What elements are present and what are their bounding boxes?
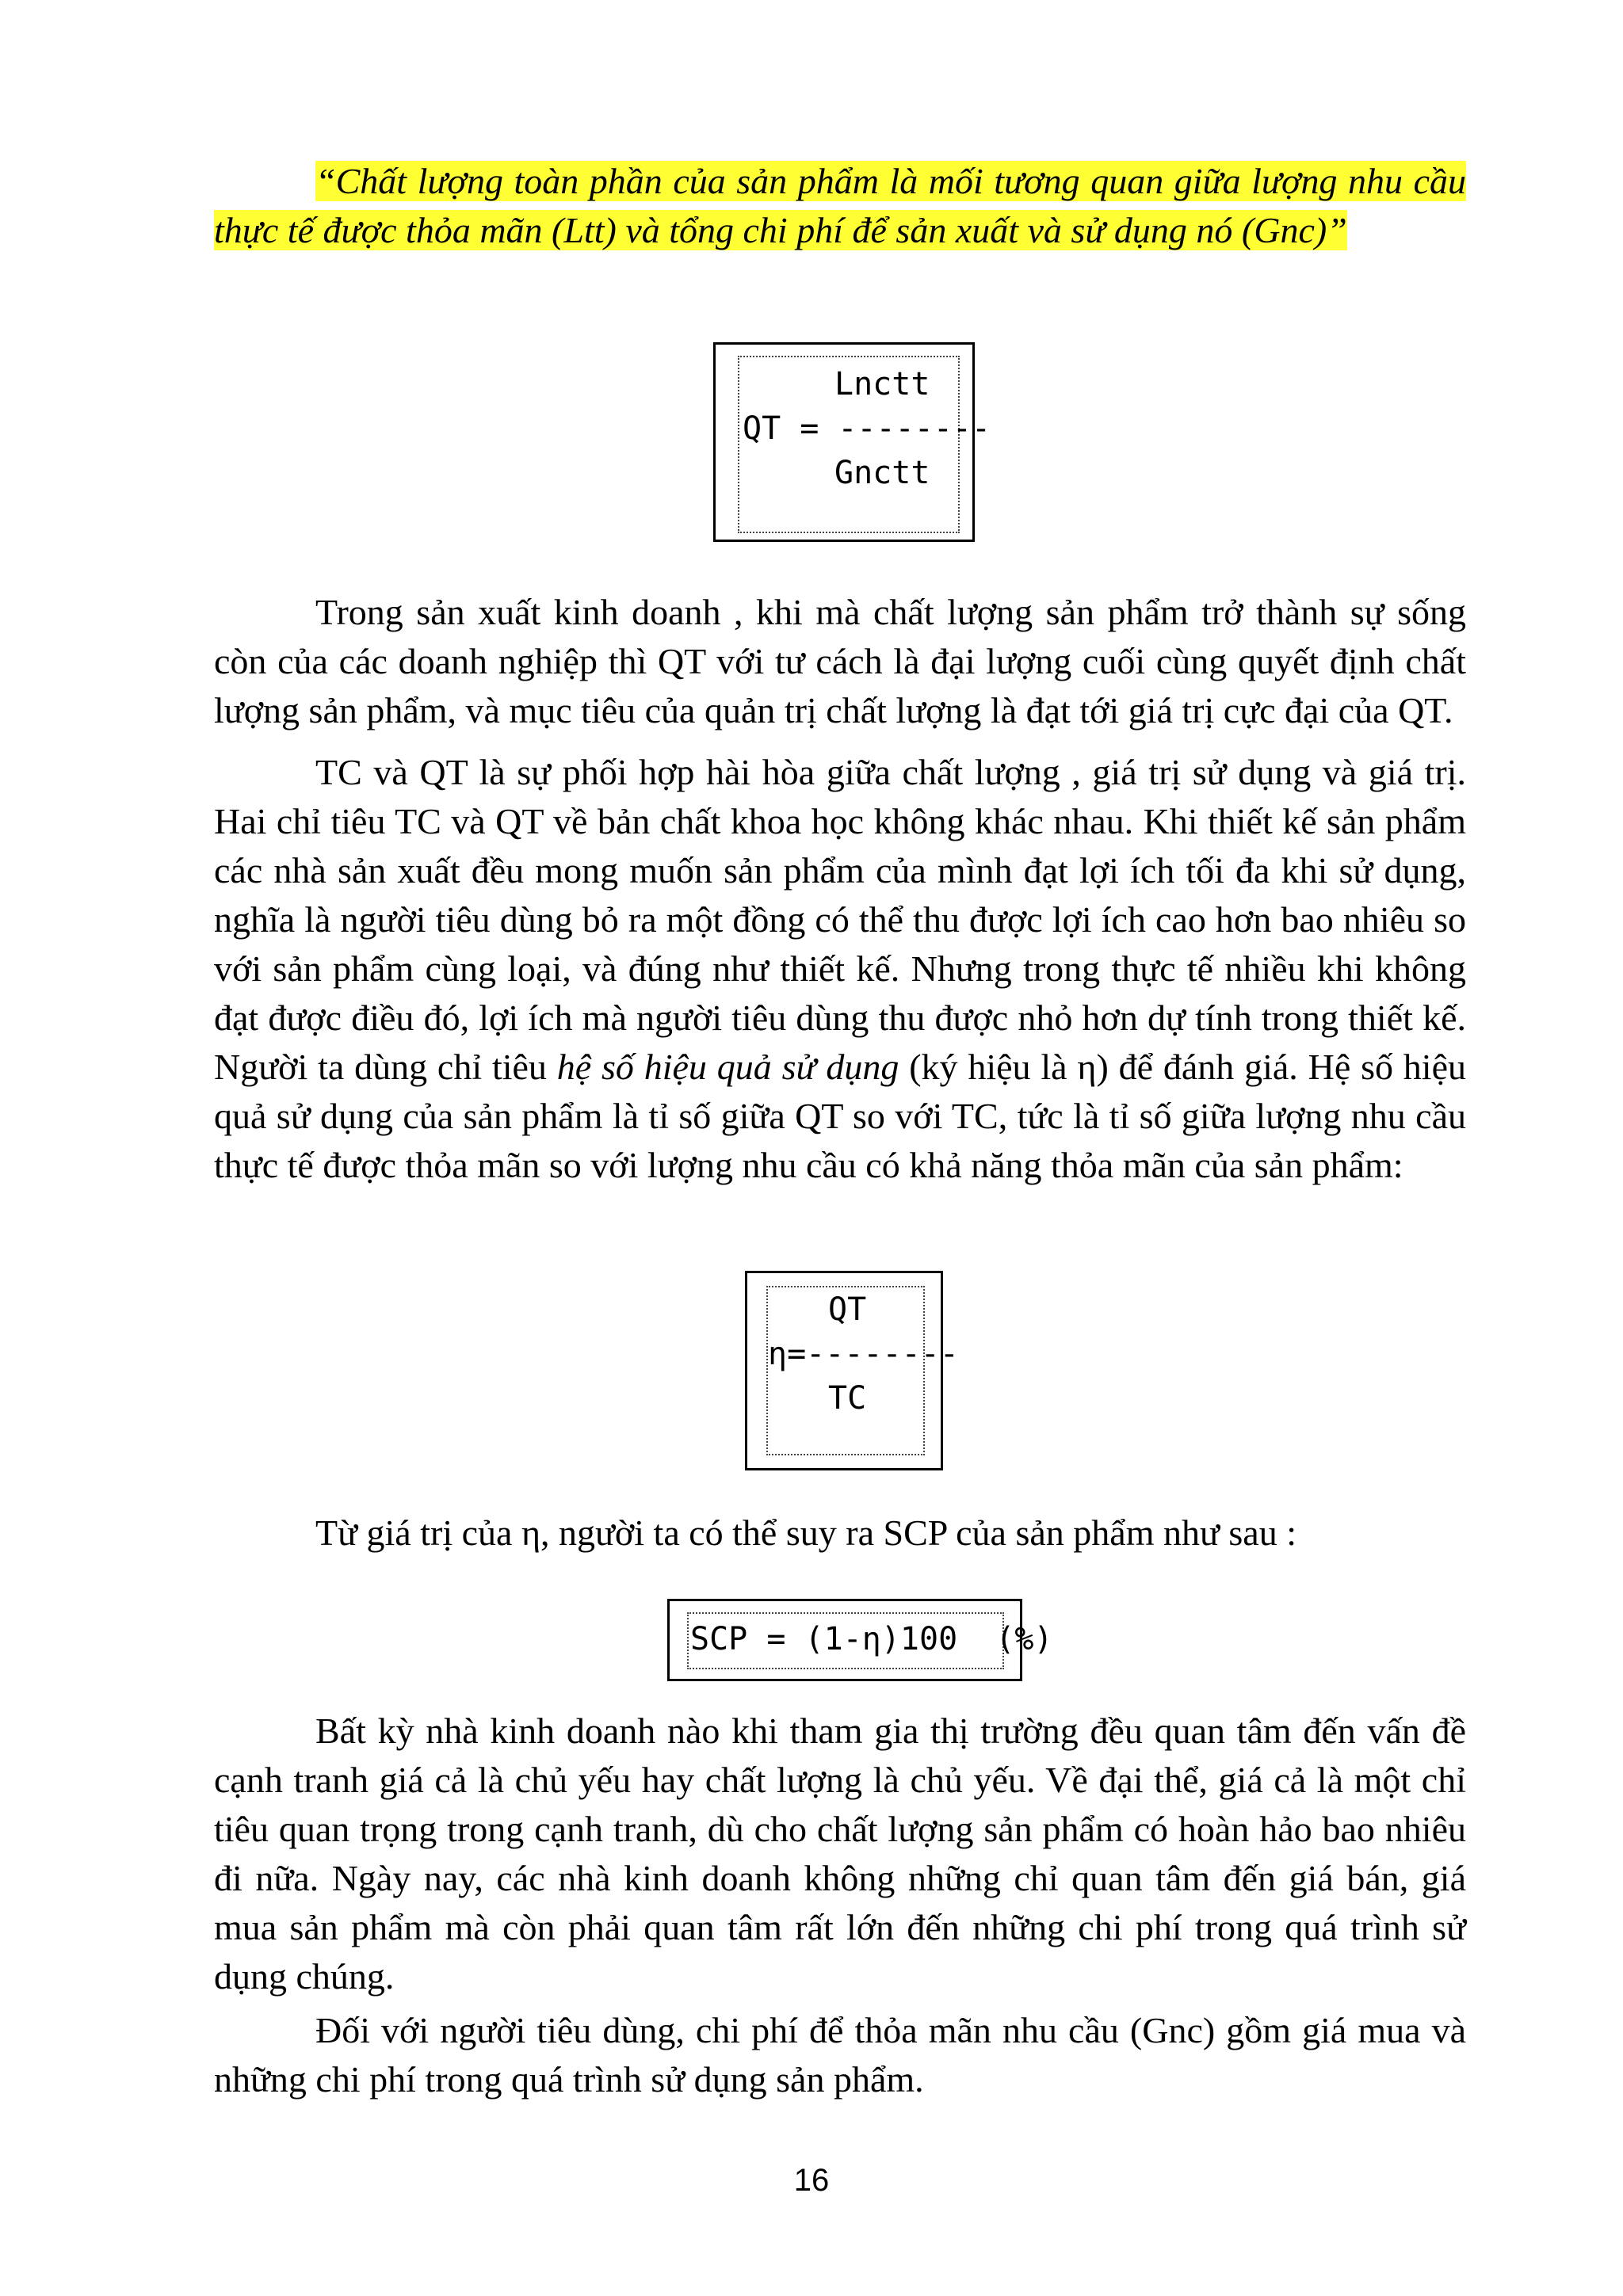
paragraph-1: Trong sản xuất kinh doanh , khi mà chất lượng sản phẩm trở thành sự sống còn của các doanh nghiệp thì QT với tư cách là đại lượng cuối cùng quyết định chất lượng sản phẩm, và mục tiêu của quản trị chất lượng là đạt tới giá trị cực đại của QT. (214, 592, 1466, 730)
paragraph-5: Đối với người tiêu dùng, chi phí để thỏa mãn nhu cầu (Gnc) gồm giá mua và những chi phí trong quá trình sử dụng sản phẩm. (214, 2010, 1466, 2100)
formula-eta-box (745, 1271, 959, 1470)
formula-qt-equation: QT = -------- (743, 410, 991, 447)
formula-qt-numerator: Lnctt (834, 366, 930, 402)
formula-eta-denominator: TC (828, 1380, 867, 1417)
formula-eta-numerator: QT (828, 1291, 867, 1328)
formula-qt-denominator: Gnctt (834, 455, 930, 491)
paragraph-2-part-1: TC và QT là sự phối hợp hài hòa giữa chất lượng , giá trị sử dụng và giá trị. Hai chỉ tiêu TC và QT về bản chất khoa học không khác nhau. Khi thiết kế sản phẩm các nhà sản xuất đều mong muốn sản phẩm của mình đạt lợi ích tối đa khi sử dụng, nghĩa là người tiêu dùng bỏ ra một đồng có thể thu được lợi ích cao hơn bao nhiêu so với sản phẩm cùng loại, và đúng như thiết kế. Nhưng trong thực tế nhiều khi không đạt được điều đó, lợi ích mà người tiêu dùng thu được nhỏ hơn dự tính trong thiết kế. Người ta dùng chỉ tiêu (214, 752, 1466, 1087)
page-number: 16 (793, 2163, 830, 2198)
formula-qt-box (713, 342, 991, 542)
quote-definition (214, 157, 1466, 255)
formula-scp-box (667, 1599, 1053, 1681)
paragraph-3: Từ giá trị của η, người ta có thể suy ra SCP của sản phẩm như sau : (315, 1512, 1297, 1553)
formula-eta-equation: η=-------- (768, 1336, 959, 1372)
paragraph-4: Bất kỳ nhà kinh doanh nào khi tham gia thị trường đều quan tâm đến vấn đề cạnh tranh giá cả là chủ yếu hay chất lượng là chủ yếu. Về đại thể, giá cả là một chỉ tiêu quan trọng trong cạnh tranh, dù cho chất lượng sản phẩm có hoàn hảo bao nhiêu đi nữa. Ngày nay, các nhà kinh doanh không những chỉ quan tâm đến giá bán, giá mua sản phẩm mà còn phải quan tâm rất lớn đến những chi phí trong quá trình sử dụng chúng. (214, 1711, 1466, 1997)
paragraph-2-part-2: (ký hiệu là η) để đánh giá. Hệ số hiệu quả sử dụng của sản phẩm là tỉ số giữa QT so với TC, tức là tỉ số giữa lượng nhu cầu thực tế được thỏa mãn so với lượng nhu cầu có khả năng thỏa mãn của sản phẩm: (214, 1047, 1466, 1185)
paragraph-2-italic-term: hệ số hiệu quả sử dụng (556, 1047, 899, 1087)
quote-highlight: “Chất lượng toàn phần của sản phẩm là mối tương quan giữa lượng nhu cầu thực tế được thỏa mãn (Ltt) và tổng chi phí để sản xuất và sử dụng nó (Gnc)” (214, 161, 1466, 250)
paragraph-2 (214, 748, 1466, 1190)
formula-scp-equation: SCP = (1-η)100 (%) (690, 1621, 1053, 1657)
